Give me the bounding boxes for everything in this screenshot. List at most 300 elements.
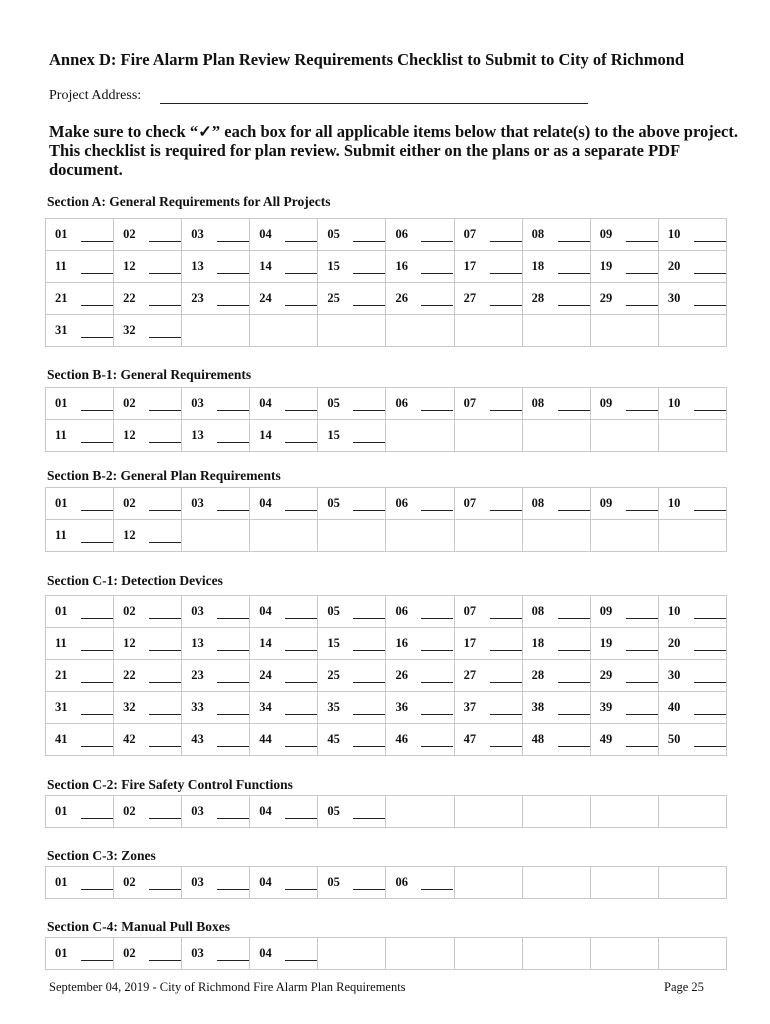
checklist-item[interactable] (523, 628, 590, 659)
checklist-item[interactable] (318, 867, 385, 898)
checklist-item[interactable] (114, 420, 181, 451)
checklist-cell (658, 315, 726, 347)
checklist-item[interactable] (46, 315, 113, 346)
checklist-item[interactable] (114, 724, 181, 755)
check-blank[interactable] (353, 817, 385, 819)
item-number: 30 (667, 668, 681, 682)
item-number: 04 (259, 227, 272, 241)
check-blank[interactable] (626, 617, 658, 619)
checklist-item[interactable] (659, 660, 726, 691)
checklist-item[interactable] (46, 660, 113, 691)
check-blank[interactable] (285, 649, 317, 651)
check-blank[interactable] (421, 649, 453, 651)
check-blank[interactable] (285, 959, 317, 961)
checklist-item[interactable] (114, 251, 181, 282)
check-blank[interactable] (490, 272, 522, 274)
check-blank[interactable] (490, 304, 522, 306)
checklist-item[interactable] (659, 488, 726, 519)
check-blank[interactable] (490, 681, 522, 683)
checklist-cell (182, 867, 250, 899)
checklist-cell (386, 388, 454, 420)
check-blank[interactable] (81, 336, 113, 338)
check-blank[interactable] (217, 441, 249, 443)
checklist-item[interactable] (46, 938, 113, 969)
check-blank[interactable] (149, 272, 181, 274)
check-blank[interactable] (626, 745, 658, 747)
check-blank[interactable] (490, 240, 522, 242)
check-blank[interactable] (558, 649, 590, 651)
check-blank[interactable] (421, 617, 453, 619)
check-blank[interactable] (149, 745, 181, 747)
checklist-item[interactable] (591, 692, 658, 723)
checklist-item[interactable] (182, 796, 249, 827)
check-blank[interactable] (285, 745, 317, 747)
checklist-item[interactable] (114, 867, 181, 898)
checklist-item[interactable] (386, 488, 453, 519)
check-blank[interactable] (694, 272, 726, 274)
checklist-cell (46, 388, 114, 420)
checklist-item[interactable] (318, 796, 385, 827)
check-blank[interactable] (558, 745, 590, 747)
checklist-item[interactable] (46, 796, 113, 827)
checklist-item[interactable] (46, 692, 113, 723)
item-number: 41 (55, 732, 68, 746)
item-number: 15 (327, 428, 340, 442)
checklist-item[interactable] (591, 660, 658, 691)
check-blank[interactable] (421, 681, 453, 683)
checklist-cell (250, 596, 318, 628)
check-blank[interactable] (149, 713, 181, 715)
checklist-item[interactable] (250, 596, 317, 627)
checklist-item[interactable] (659, 388, 726, 419)
item-number: 03 (191, 604, 204, 618)
checklist-item[interactable] (114, 315, 181, 346)
check-blank[interactable] (285, 817, 317, 819)
checklist-cell (114, 283, 182, 315)
check-blank[interactable] (217, 304, 249, 306)
check-blank[interactable] (421, 713, 453, 715)
checklist-cell (454, 867, 522, 899)
check-blank[interactable] (490, 617, 522, 619)
check-blank[interactable] (353, 713, 385, 715)
check-blank[interactable] (694, 681, 726, 683)
checklist-item[interactable] (182, 283, 249, 314)
checklist-item[interactable] (182, 388, 249, 419)
checklist-item[interactable] (386, 283, 453, 314)
check-blank[interactable] (285, 409, 317, 411)
check-blank[interactable] (353, 617, 385, 619)
check-blank[interactable] (149, 441, 181, 443)
checklist-item[interactable] (591, 596, 658, 627)
checklist-item[interactable] (182, 660, 249, 691)
checklist-item[interactable] (182, 420, 249, 451)
check-blank[interactable] (694, 509, 726, 511)
checklist-item[interactable] (591, 283, 658, 314)
checklist-cell (522, 520, 590, 552)
checklist-item[interactable] (318, 251, 385, 282)
item-number: 04 (259, 496, 272, 510)
check-blank[interactable] (217, 745, 249, 747)
check-blank[interactable] (421, 745, 453, 747)
checklist-row (46, 488, 727, 520)
checklist-item[interactable] (250, 938, 317, 969)
check-blank[interactable] (490, 649, 522, 651)
checklist-item[interactable] (523, 251, 590, 282)
checklist-item[interactable] (523, 660, 590, 691)
check-blank[interactable] (217, 681, 249, 683)
check-blank[interactable] (285, 681, 317, 683)
checklist-cell (454, 724, 522, 756)
checklist-item[interactable] (114, 596, 181, 627)
checklist-item[interactable] (250, 488, 317, 519)
checklist-item[interactable] (591, 388, 658, 419)
check-blank[interactable] (421, 509, 453, 511)
checklist-cell (590, 724, 658, 756)
checklist-item[interactable] (659, 692, 726, 723)
checklist-item[interactable] (318, 283, 385, 314)
checklist-item[interactable] (318, 724, 385, 755)
checklist-cell (318, 692, 386, 724)
checklist-item[interactable] (250, 796, 317, 827)
checklist-item[interactable] (182, 219, 249, 250)
check-blank[interactable] (558, 304, 590, 306)
checklist-item[interactable] (46, 596, 113, 627)
checklist-item[interactable] (46, 724, 113, 755)
checklist-cell (114, 724, 182, 756)
check-blank[interactable] (421, 272, 453, 274)
check-blank[interactable] (285, 240, 317, 242)
check-blank[interactable] (217, 272, 249, 274)
checklist-item[interactable] (46, 488, 113, 519)
item-number: 13 (191, 259, 204, 273)
checklist-item[interactable] (182, 251, 249, 282)
check-blank[interactable] (490, 745, 522, 747)
check-blank[interactable] (149, 409, 181, 411)
item-number: 49 (599, 732, 613, 746)
check-blank[interactable] (626, 681, 658, 683)
checklist-item[interactable] (455, 219, 522, 250)
checklist-item[interactable] (455, 388, 522, 419)
checklist-item[interactable] (114, 796, 181, 827)
check-blank[interactable] (217, 649, 249, 651)
checklist-item[interactable] (386, 660, 453, 691)
checklist-cell (386, 596, 454, 628)
checklist-item[interactable] (523, 692, 590, 723)
check-blank[interactable] (626, 713, 658, 715)
check-blank[interactable] (217, 409, 249, 411)
check-blank[interactable] (149, 959, 181, 961)
item-number: 03 (191, 396, 204, 410)
check-blank[interactable] (421, 888, 453, 890)
check-blank[interactable] (694, 617, 726, 619)
checklist-item[interactable] (114, 520, 181, 551)
check-blank[interactable] (285, 617, 317, 619)
check-blank[interactable] (81, 509, 113, 511)
checklist-item[interactable] (250, 219, 317, 250)
check-blank[interactable] (81, 959, 113, 961)
check-blank[interactable] (353, 681, 385, 683)
check-blank[interactable] (490, 509, 522, 511)
check-blank[interactable] (217, 817, 249, 819)
checklist-item[interactable] (455, 596, 522, 627)
checklist-item[interactable] (182, 692, 249, 723)
checklist-item[interactable] (659, 628, 726, 659)
check-blank[interactable] (353, 272, 385, 274)
checklist-item[interactable] (386, 867, 453, 898)
check-blank[interactable] (353, 304, 385, 306)
checklist-item[interactable] (114, 660, 181, 691)
check-blank[interactable] (626, 272, 658, 274)
checklist-item[interactable] (318, 692, 385, 723)
checklist-item[interactable] (46, 420, 113, 451)
check-blank[interactable] (81, 441, 113, 443)
check-blank[interactable] (421, 409, 453, 411)
check-blank[interactable] (285, 272, 317, 274)
check-blank[interactable] (558, 240, 590, 242)
check-blank[interactable] (490, 409, 522, 411)
item-number: 05 (327, 496, 340, 510)
check-blank[interactable] (149, 617, 181, 619)
item-number: 37 (463, 700, 477, 714)
check-blank[interactable] (149, 304, 181, 306)
checklist-cell (522, 488, 590, 520)
item-number: 32 (123, 700, 136, 714)
check-blank[interactable] (81, 409, 113, 411)
checklist-cell (386, 796, 454, 828)
checklist-cell (182, 420, 250, 452)
check-blank[interactable] (285, 304, 317, 306)
check-blank[interactable] (558, 272, 590, 274)
checklist-item[interactable] (455, 283, 522, 314)
check-blank[interactable] (285, 888, 317, 890)
check-blank[interactable] (81, 681, 113, 683)
checklist-item[interactable] (386, 724, 453, 755)
checklist-item[interactable] (46, 219, 113, 250)
checklist-item[interactable] (455, 692, 522, 723)
checklist-item[interactable] (523, 219, 590, 250)
checklist-cell (590, 388, 658, 420)
check-blank[interactable] (353, 409, 385, 411)
checklist-item[interactable] (46, 628, 113, 659)
checklist-item[interactable] (523, 596, 590, 627)
check-blank[interactable] (149, 509, 181, 511)
checklist-item[interactable] (250, 283, 317, 314)
item-number: 18 (531, 259, 545, 273)
check-blank[interactable] (149, 817, 181, 819)
check-blank[interactable] (558, 681, 590, 683)
checklist-item[interactable] (318, 219, 385, 250)
check-blank[interactable] (694, 409, 726, 411)
checklist-item[interactable] (182, 488, 249, 519)
checklist-item[interactable] (591, 219, 658, 250)
checklist-cell (114, 315, 182, 347)
item-number: 02 (123, 946, 136, 960)
check-blank[interactable] (558, 713, 590, 715)
check-blank[interactable] (626, 304, 658, 306)
checklist-item[interactable] (386, 692, 453, 723)
item-number: 11 (55, 528, 67, 542)
checklist-item[interactable] (523, 488, 590, 519)
checklist-item[interactable] (182, 596, 249, 627)
check-blank[interactable] (149, 888, 181, 890)
item-number: 03 (191, 875, 204, 889)
checklist-item[interactable] (386, 596, 453, 627)
check-blank[interactable] (217, 617, 249, 619)
check-blank[interactable] (81, 745, 113, 747)
checklist-item[interactable] (386, 388, 453, 419)
checklist-item[interactable] (250, 724, 317, 755)
checklist-item[interactable] (659, 283, 726, 314)
checklist-item[interactable] (591, 488, 658, 519)
checklist-cell (318, 796, 386, 828)
checklist-item[interactable] (659, 251, 726, 282)
checklist-cell (454, 388, 522, 420)
check-blank[interactable] (217, 959, 249, 961)
checklist-item[interactable] (182, 628, 249, 659)
checklist-item[interactable] (455, 488, 522, 519)
check-blank[interactable] (81, 240, 113, 242)
checklist-cell (318, 251, 386, 283)
checklist-item[interactable] (386, 219, 453, 250)
check-blank[interactable] (81, 888, 113, 890)
checklist-item[interactable] (386, 628, 453, 659)
checklist-item[interactable] (455, 724, 522, 755)
checklist-item[interactable] (46, 867, 113, 898)
checklist-cell (114, 867, 182, 899)
checklist-item[interactable] (523, 724, 590, 755)
checklist-item[interactable] (523, 283, 590, 314)
checklist-item[interactable] (114, 219, 181, 250)
check-blank[interactable] (626, 649, 658, 651)
checklist-item[interactable] (182, 867, 249, 898)
checklist-item[interactable] (250, 420, 317, 451)
check-blank[interactable] (217, 509, 249, 511)
checklist-item[interactable] (250, 692, 317, 723)
check-blank[interactable] (421, 240, 453, 242)
item-number: 14 (259, 636, 272, 650)
checklist-item[interactable] (318, 596, 385, 627)
check-blank[interactable] (558, 509, 590, 511)
check-blank[interactable] (353, 745, 385, 747)
check-blank[interactable] (149, 240, 181, 242)
item-number: 08 (531, 396, 545, 410)
check-blank[interactable] (285, 441, 317, 443)
checklist-item[interactable] (591, 628, 658, 659)
checklist-item[interactable] (455, 660, 522, 691)
check-blank[interactable] (81, 272, 113, 274)
checklist-item[interactable] (250, 628, 317, 659)
check-blank[interactable] (81, 304, 113, 306)
checklist-item[interactable] (455, 251, 522, 282)
checklist-item[interactable] (318, 660, 385, 691)
checklist-item[interactable] (114, 692, 181, 723)
check-blank[interactable] (217, 713, 249, 715)
item-number: 29 (599, 291, 613, 305)
checklist-row (46, 692, 727, 724)
item-number: 17 (463, 259, 477, 273)
check-blank[interactable] (694, 713, 726, 715)
checklist-item[interactable] (318, 388, 385, 419)
check-blank[interactable] (626, 509, 658, 511)
check-blank[interactable] (626, 240, 658, 242)
checklist-item[interactable] (182, 938, 249, 969)
check-blank[interactable] (626, 409, 658, 411)
check-blank[interactable] (285, 713, 317, 715)
checklist-item[interactable] (46, 283, 113, 314)
check-blank[interactable] (353, 441, 385, 443)
check-blank[interactable] (81, 617, 113, 619)
check-blank[interactable] (81, 817, 113, 819)
check-blank[interactable] (149, 541, 181, 543)
checklist-item[interactable] (318, 488, 385, 519)
checklist-row (46, 660, 727, 692)
check-blank[interactable] (558, 409, 590, 411)
check-blank[interactable] (149, 336, 181, 338)
item-number: 26 (395, 291, 408, 305)
check-blank[interactable] (149, 681, 181, 683)
check-blank[interactable] (421, 304, 453, 306)
check-blank[interactable] (353, 888, 385, 890)
checklist-item[interactable] (114, 488, 181, 519)
checklist-item[interactable] (659, 724, 726, 755)
check-blank[interactable] (694, 649, 726, 651)
check-blank[interactable] (81, 713, 113, 715)
checklist-cell (590, 315, 658, 347)
checklist-cell (522, 660, 590, 692)
checklist-item[interactable] (250, 867, 317, 898)
checklist-item[interactable] (182, 724, 249, 755)
check-blank[interactable] (353, 509, 385, 511)
checklist-cell (386, 724, 454, 756)
checklist-item[interactable] (523, 388, 590, 419)
checklist-item[interactable] (591, 251, 658, 282)
check-blank[interactable] (694, 745, 726, 747)
checklist-item[interactable] (318, 628, 385, 659)
check-blank[interactable] (558, 617, 590, 619)
check-blank[interactable] (490, 713, 522, 715)
check-blank[interactable] (353, 240, 385, 242)
checklist-item[interactable] (318, 420, 385, 451)
checklist-item[interactable] (659, 219, 726, 250)
check-blank[interactable] (217, 888, 249, 890)
check-blank[interactable] (285, 509, 317, 511)
checklist-item[interactable] (114, 388, 181, 419)
check-blank[interactable] (353, 649, 385, 651)
checklist-item[interactable] (114, 628, 181, 659)
project-address-field[interactable] (160, 103, 588, 104)
checklist-item[interactable] (250, 251, 317, 282)
check-blank[interactable] (81, 541, 113, 543)
checklist-item[interactable] (659, 596, 726, 627)
check-blank[interactable] (81, 649, 113, 651)
checklist-item[interactable] (114, 283, 181, 314)
check-blank[interactable] (694, 304, 726, 306)
checklist-item[interactable] (455, 628, 522, 659)
checklist-item[interactable] (46, 520, 113, 551)
checklist-item[interactable] (386, 251, 453, 282)
check-blank[interactable] (149, 649, 181, 651)
checklist-cell (454, 420, 522, 452)
item-number: 24 (259, 668, 272, 682)
checklist-item[interactable] (250, 388, 317, 419)
checklist-item[interactable] (591, 724, 658, 755)
checklist-item[interactable] (46, 251, 113, 282)
checklist-item[interactable] (250, 660, 317, 691)
check-blank[interactable] (694, 240, 726, 242)
checklist-item[interactable] (46, 388, 113, 419)
check-blank[interactable] (217, 240, 249, 242)
checklist-item[interactable] (114, 938, 181, 969)
